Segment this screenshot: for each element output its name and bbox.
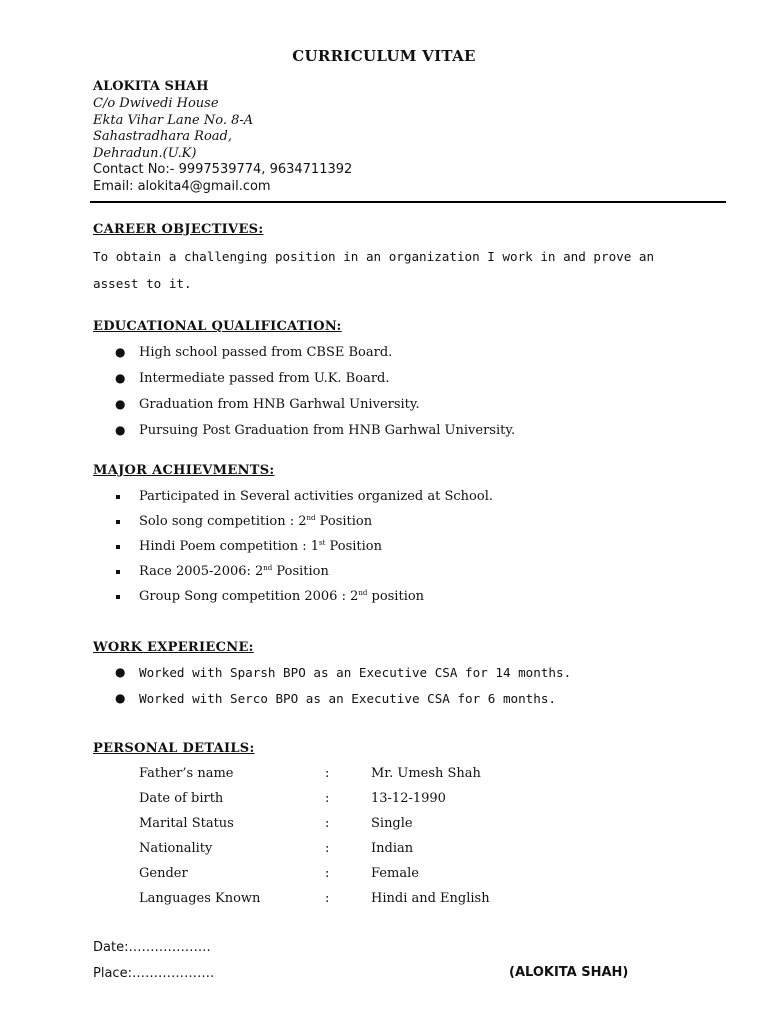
- education-item: High school passed from CBSE Board.: [139, 345, 393, 360]
- detail-value: Indian: [371, 841, 414, 856]
- square-bullet-icon: [116, 495, 120, 499]
- work-experience-heading: WORK EXPERIECNE:: [93, 640, 254, 655]
- applicant-name: ALOKITA SHAH: [93, 79, 209, 94]
- achievement-item: Hindi Poem competition : 1st Position: [139, 539, 383, 554]
- address-line: C/o Dwivedi House: [93, 96, 219, 111]
- achievement-item: Race 2005-2006: 2nd Position: [139, 564, 329, 579]
- career-objectives-heading: CAREER OBJECTIVES:: [93, 222, 264, 237]
- detail-value: Female: [371, 866, 419, 881]
- education-heading: EDUCATIONAL QUALIFICATION:: [93, 319, 342, 334]
- bullet-icon: ●: [115, 691, 126, 705]
- detail-label: Date of birth: [139, 791, 224, 806]
- career-objective-text: assest to it.: [93, 276, 192, 291]
- place-line: Place:……………….: [93, 966, 215, 981]
- career-objective-text: To obtain a challenging position in an organization I work in and prove an: [93, 249, 655, 264]
- achievements-heading: MAJOR ACHIEVMENTS:: [93, 463, 275, 478]
- detail-value: Hindi and English: [371, 891, 490, 906]
- personal-details-heading: PERSONAL DETAILS:: [93, 741, 255, 756]
- address-line: Sahastradhara Road,: [93, 129, 233, 144]
- document-title: CURRICULUM VITAE: [292, 47, 476, 65]
- detail-separator: :: [325, 891, 330, 906]
- detail-label: Nationality: [139, 841, 213, 856]
- work-item: Worked with Sparsh BPO as an Executive CSA for 14 months.: [139, 665, 572, 680]
- education-item: Pursuing Post Graduation from HNB Garhwal University.: [139, 423, 516, 438]
- square-bullet-icon: [116, 520, 120, 524]
- detail-separator: :: [325, 866, 330, 881]
- address-line: Ekta Vihar Lane No. 8-A: [93, 113, 254, 128]
- bullet-icon: ●: [115, 665, 126, 679]
- contact-numbers: Contact No:- 9997539774, 9634711392: [93, 162, 353, 177]
- education-item: Intermediate passed from U.K. Board.: [139, 371, 390, 386]
- square-bullet-icon: [116, 595, 120, 599]
- header-divider: [90, 201, 726, 203]
- achievement-item: Solo song competition : 2nd Position: [139, 514, 373, 529]
- detail-separator: :: [325, 766, 330, 781]
- bullet-icon: ●: [115, 397, 126, 411]
- detail-value: Single: [371, 816, 413, 831]
- achievement-item: Participated in Several activities organized at School.: [139, 489, 493, 504]
- education-item: Graduation from HNB Garhwal University.: [139, 397, 420, 412]
- bullet-icon: ●: [115, 423, 126, 437]
- detail-value: Mr. Umesh Shah: [371, 766, 481, 781]
- detail-label: Gender: [139, 866, 188, 881]
- detail-separator: :: [325, 816, 330, 831]
- bullet-icon: ●: [115, 371, 126, 385]
- work-item: Worked with Serco BPO as an Executive CSA for 6 months.: [139, 691, 557, 706]
- signature-name: (ALOKITA SHAH): [509, 965, 629, 980]
- detail-label: Father’s name: [139, 766, 234, 781]
- detail-label: Marital Status: [139, 816, 234, 831]
- email-address: Email: alokita4@gmail.com: [93, 179, 271, 194]
- detail-label: Languages Known: [139, 891, 261, 906]
- detail-separator: :: [325, 791, 330, 806]
- date-line: Date:……………….: [93, 940, 211, 955]
- bullet-icon: ●: [115, 345, 126, 359]
- detail-value: 13-12-1990: [371, 791, 446, 806]
- square-bullet-icon: [116, 545, 120, 549]
- address-line: Dehradun.(U.K): [93, 146, 197, 161]
- achievement-item: Group Song competition 2006 : 2nd position: [139, 589, 425, 604]
- square-bullet-icon: [116, 570, 120, 574]
- detail-separator: :: [325, 841, 330, 856]
